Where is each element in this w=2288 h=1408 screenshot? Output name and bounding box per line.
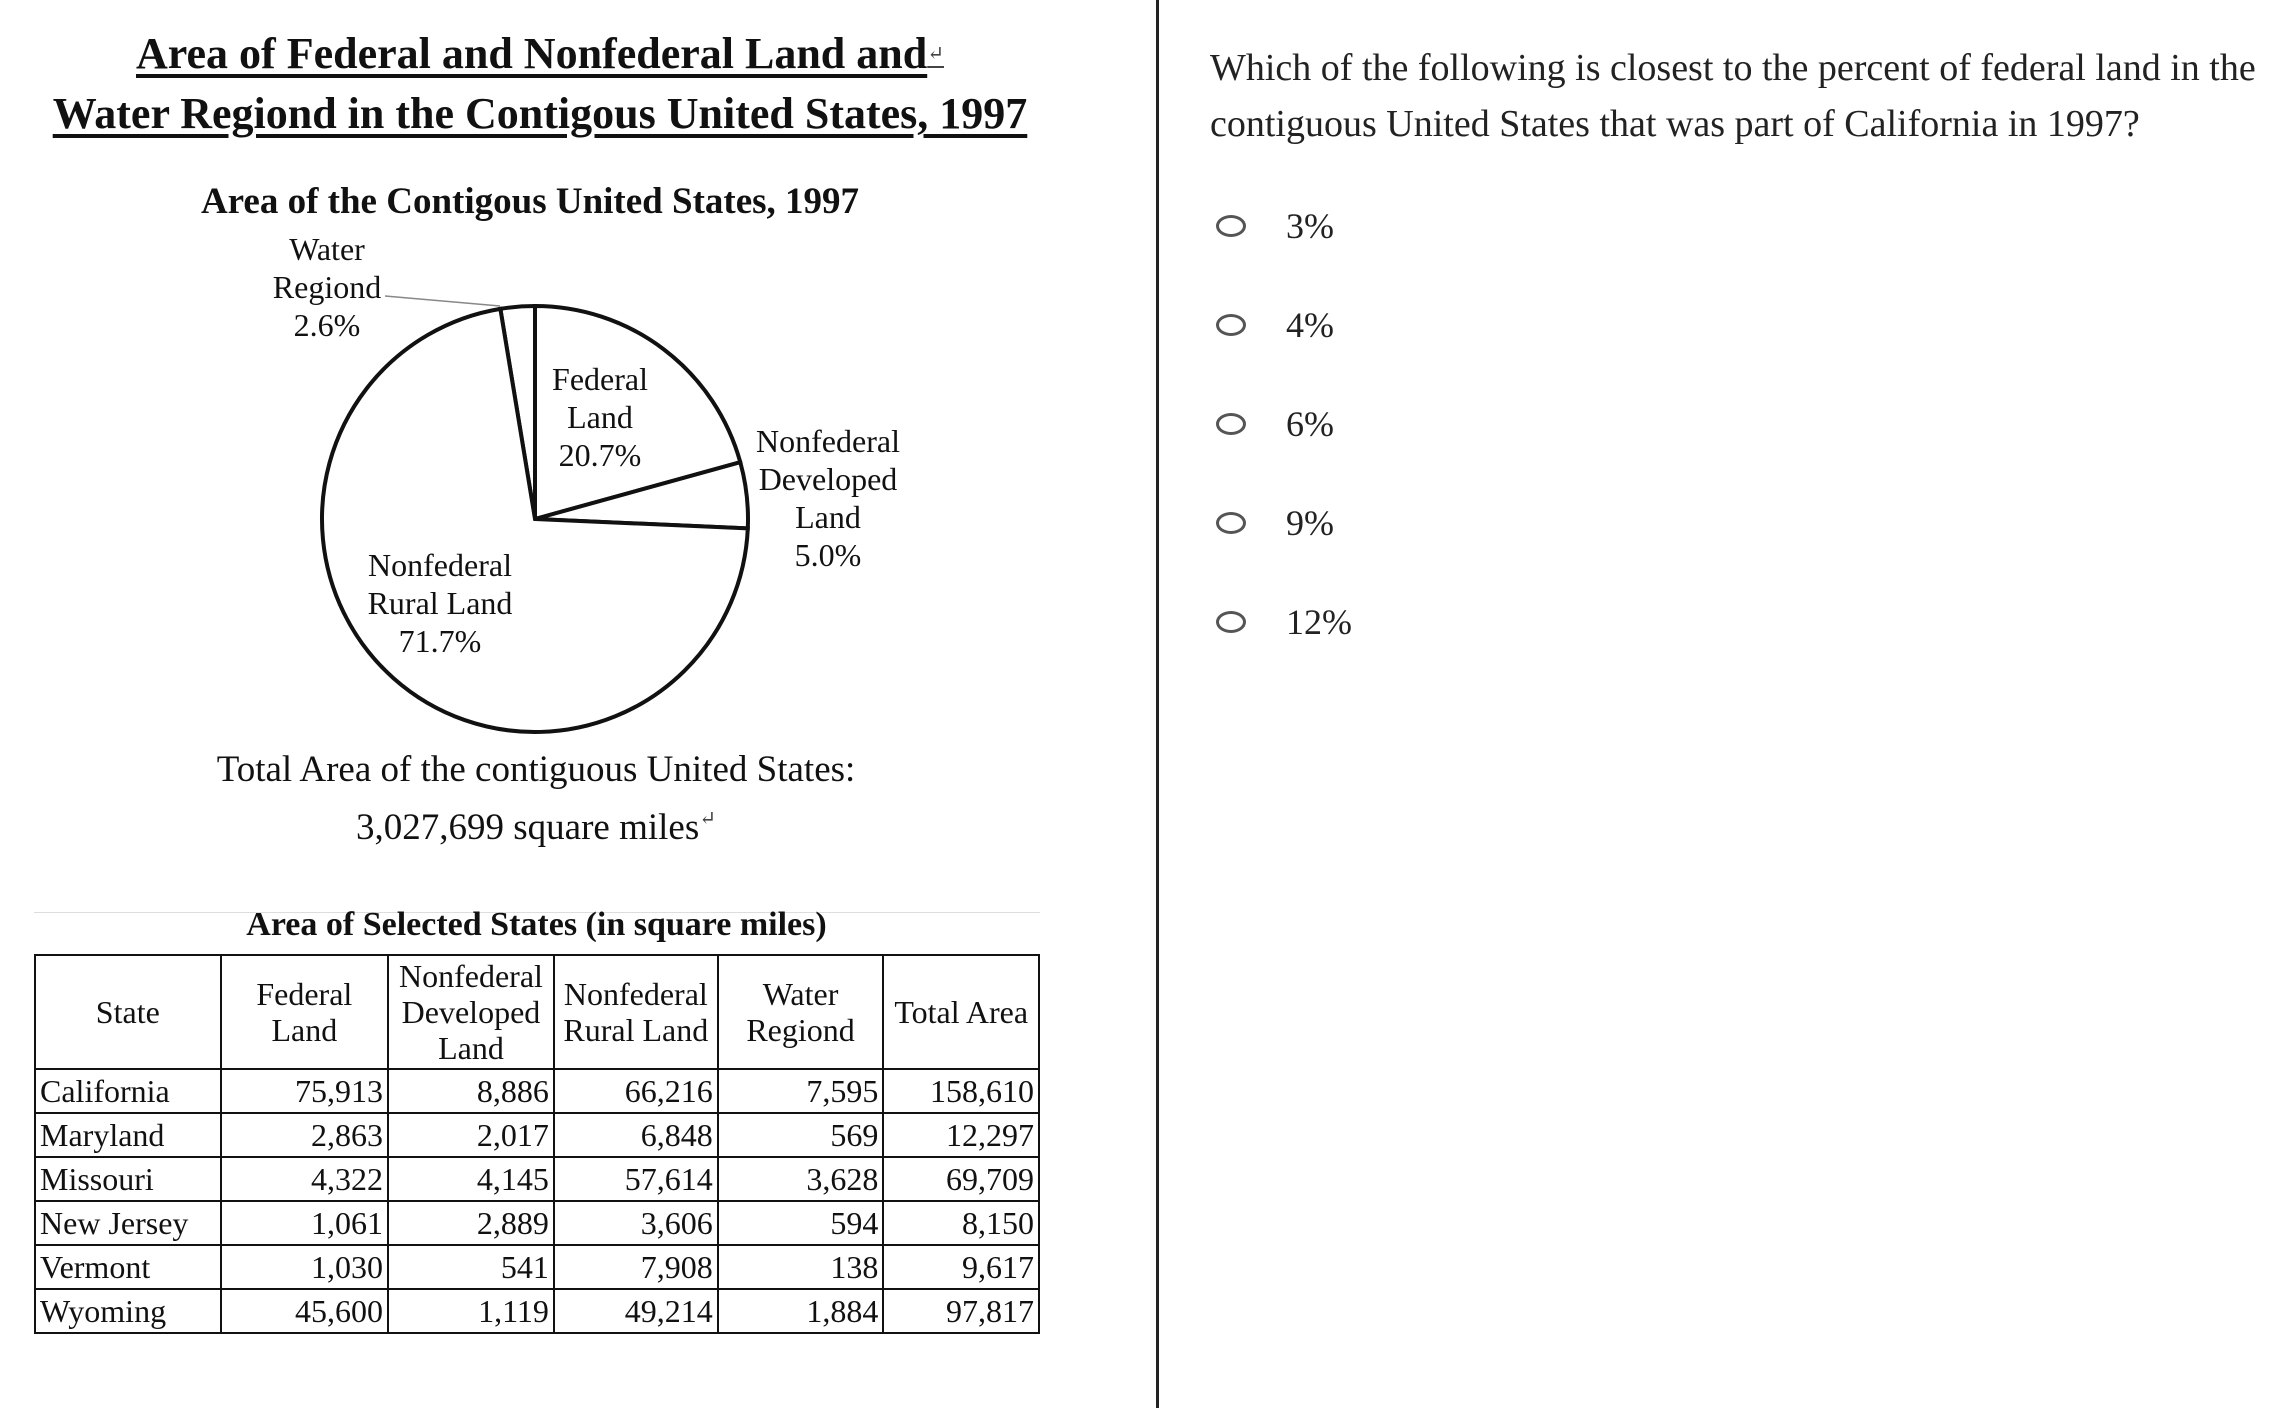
main-title-line2: Water Regiond in the Contigous United States, 1997: [52, 89, 1028, 138]
header-federal: Federal Land: [221, 955, 388, 1069]
pie-chart-title: Area of the Contigous United States, 1997: [200, 181, 860, 222]
table-row: Missouri 4,322 4,145 57,614 3,628 69,709: [35, 1157, 1039, 1201]
header-rural: Nonfederal Rural Land: [554, 955, 718, 1069]
radio-icon[interactable]: [1216, 512, 1246, 534]
answer-option-d[interactable]: 9%: [1216, 503, 1334, 543]
return-mark: ↵: [699, 808, 716, 830]
federal-land-label: Federal Land 20.7%: [552, 361, 648, 473]
table-row: Maryland 2,863 2,017 6,848 569 12,297: [35, 1113, 1039, 1157]
answer-option-e[interactable]: 12%: [1216, 602, 1352, 642]
total-area-line1: Total Area of the contiguous United States:: [216, 749, 856, 790]
radio-icon[interactable]: [1216, 314, 1246, 336]
rural-land-label: Nonfederal Rural Land 71.7%: [367, 547, 513, 659]
question-text: Which of the following is closest to the percent of federal land in the contiguous United States that was part of California in 1997?: [1210, 47, 2256, 145]
return-mark: ↵: [927, 43, 944, 65]
header-total: Total Area: [883, 955, 1039, 1069]
table-header-row: [35, 955, 1039, 1069]
answer-option-a[interactable]: 3%: [1216, 206, 1334, 246]
answer-option-b[interactable]: 4%: [1216, 305, 1334, 345]
table-row: Vermont 1,030 541 7,908 138 9,617: [35, 1245, 1039, 1289]
developed-land-label: Nonfederal Developed Land 5.0%: [756, 423, 900, 573]
answer-option-c[interactable]: 6%: [1216, 404, 1334, 444]
states-table: [34, 954, 1040, 1334]
header-state: State: [35, 955, 221, 1069]
header-water: Water Regiond: [718, 955, 884, 1069]
header-developed: Nonfederal Developed Land: [388, 955, 554, 1069]
radio-icon[interactable]: [1216, 413, 1246, 435]
radio-icon[interactable]: [1216, 611, 1246, 633]
panel-divider: [1156, 0, 1159, 1408]
total-area-line2: 3,027,699 square miles↵: [356, 807, 716, 848]
water-label: Water Regiond 2.6%: [272, 231, 382, 343]
radio-icon[interactable]: [1216, 215, 1246, 237]
table-row: Wyoming 45,600 1,119 49,214 1,884 97,817: [35, 1289, 1039, 1333]
table-title: Area of Selected States (in square miles): [246, 906, 827, 943]
table-row: California 75,913 8,886 66,216 7,595 158,610: [35, 1069, 1039, 1113]
table-row: New Jersey 1,061 2,889 3,606 594 8,150: [35, 1201, 1039, 1245]
main-title-line1: Area of Federal and Nonfederal Land and: [136, 29, 928, 78]
water-leader-line: [385, 296, 500, 306]
